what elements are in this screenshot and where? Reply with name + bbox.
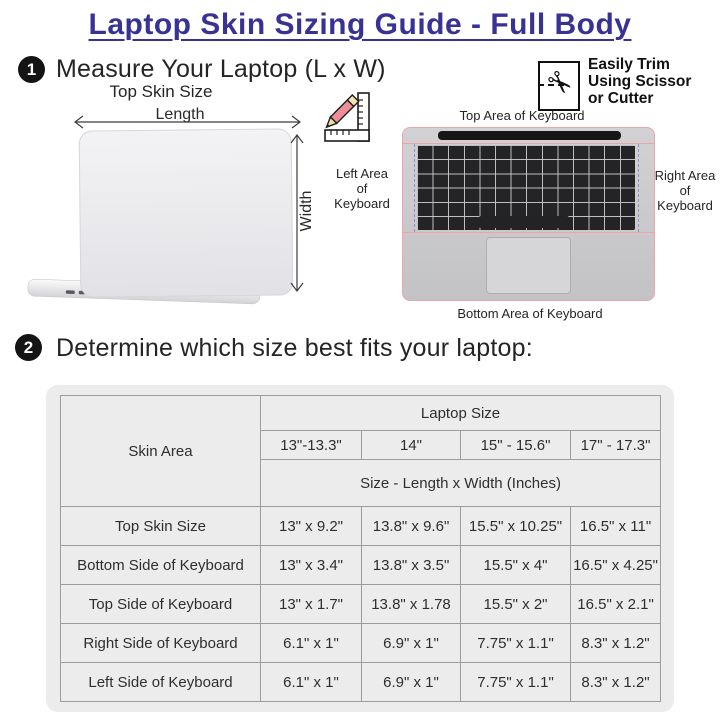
trim-line-top <box>403 143 654 144</box>
step1-heading: Measure Your Laptop (L x W) <box>56 55 386 83</box>
size-cell: 13.8" x 3.5" <box>362 546 461 585</box>
keyboard-bottom-area-label: Bottom Area of Keyboard <box>457 306 603 321</box>
size-cell: 13" x 9.2" <box>261 507 362 546</box>
keyboard-left-area-label: Left Area of Keyboard <box>334 166 390 211</box>
laptop-lid <box>79 129 293 297</box>
size-cell: 15.5" x 2" <box>461 585 571 624</box>
trim-line-right <box>638 144 639 232</box>
size-cell: 16.5" x 11" <box>571 507 661 546</box>
size-cell: 15.5" x 4" <box>461 546 571 585</box>
row-label: Top Skin Size <box>61 507 261 546</box>
size-cell: 16.5" x 2.1" <box>571 585 661 624</box>
size-cell: 13" x 3.4" <box>261 546 362 585</box>
keyboard-right-area-label: Right Area of Keyboard <box>654 168 716 213</box>
sizing-table-card <box>46 385 674 712</box>
page-title: Laptop Skin Sizing Guide - Full Body <box>88 8 632 41</box>
length-label: Length <box>155 106 205 123</box>
spacebar-key <box>479 216 569 228</box>
size-cell: 6.9" x 1" <box>362 663 461 702</box>
size-cell: 13.8" x 9.6" <box>362 507 461 546</box>
row-label: Bottom Side of Keyboard <box>61 546 261 585</box>
laptop-illustration <box>20 103 320 308</box>
trackpad <box>486 237 571 294</box>
trim-note-line: Easily Trim <box>588 56 670 73</box>
size-cell: 13" x 1.7" <box>261 585 362 624</box>
size-cell: 7.75" x 1.1" <box>461 663 571 702</box>
table-row <box>61 546 661 585</box>
size-col-header: 13"-13.3" <box>261 431 362 460</box>
keyboard-hinge <box>438 131 621 140</box>
size-cell: 13.8" x 1.78 <box>362 585 461 624</box>
step2-heading: Determine which size best fits your laptop: <box>56 334 533 362</box>
step2-number-badge: 2 <box>15 334 42 361</box>
size-cell: 7.75" x 1.1" <box>461 624 571 663</box>
size-cell: 6.1" x 1" <box>261 624 362 663</box>
keyboard-top-area-label: Top Area of Keyboard <box>459 108 585 123</box>
laptop-size-header: Laptop Size <box>261 396 661 431</box>
table-row <box>61 396 661 431</box>
size-cell: 6.1" x 1" <box>261 663 362 702</box>
size-col-header: 14" <box>362 431 461 460</box>
size-cell: 8.3" x 1.2" <box>571 624 661 663</box>
size-cell: 6.9" x 1" <box>362 624 461 663</box>
width-label: Width <box>298 190 315 232</box>
keyboard-keys <box>417 145 635 230</box>
keyboard-photo <box>402 127 655 301</box>
measure-header: Size - Length x Width (Inches) <box>261 460 661 507</box>
scissors-icon <box>538 61 580 111</box>
trim-note-line: Using Scissor <box>588 73 692 90</box>
scissors-glyph: ✂ <box>538 63 580 105</box>
sizing-table <box>60 395 661 702</box>
row-label: Top Side of Keyboard <box>61 585 261 624</box>
size-cell: 15.5" x 10.25" <box>461 507 571 546</box>
skin-area-header: Skin Area <box>61 396 261 507</box>
table-row <box>61 585 661 624</box>
row-label: Right Side of Keyboard <box>61 624 261 663</box>
table-row <box>61 507 661 546</box>
table-row <box>61 663 661 702</box>
size-cell: 8.3" x 1.2" <box>571 663 661 702</box>
pencil-ruler-icon <box>322 88 378 146</box>
pencil <box>323 95 358 130</box>
trim-note-line: or Cutter <box>588 90 654 107</box>
size-col-header: 17" - 17.3" <box>571 431 661 460</box>
step1-number-badge: 1 <box>18 56 45 83</box>
table-row <box>61 624 661 663</box>
top-skin-size-label: Top Skin Size <box>109 82 213 101</box>
trim-line-left <box>414 144 415 232</box>
trim-line-bottom <box>403 232 654 233</box>
row-label: Left Side of Keyboard <box>61 663 261 702</box>
size-col-header: 15" - 15.6" <box>461 431 571 460</box>
size-cell: 16.5" x 4.25" <box>571 546 661 585</box>
trim-note <box>588 56 691 107</box>
